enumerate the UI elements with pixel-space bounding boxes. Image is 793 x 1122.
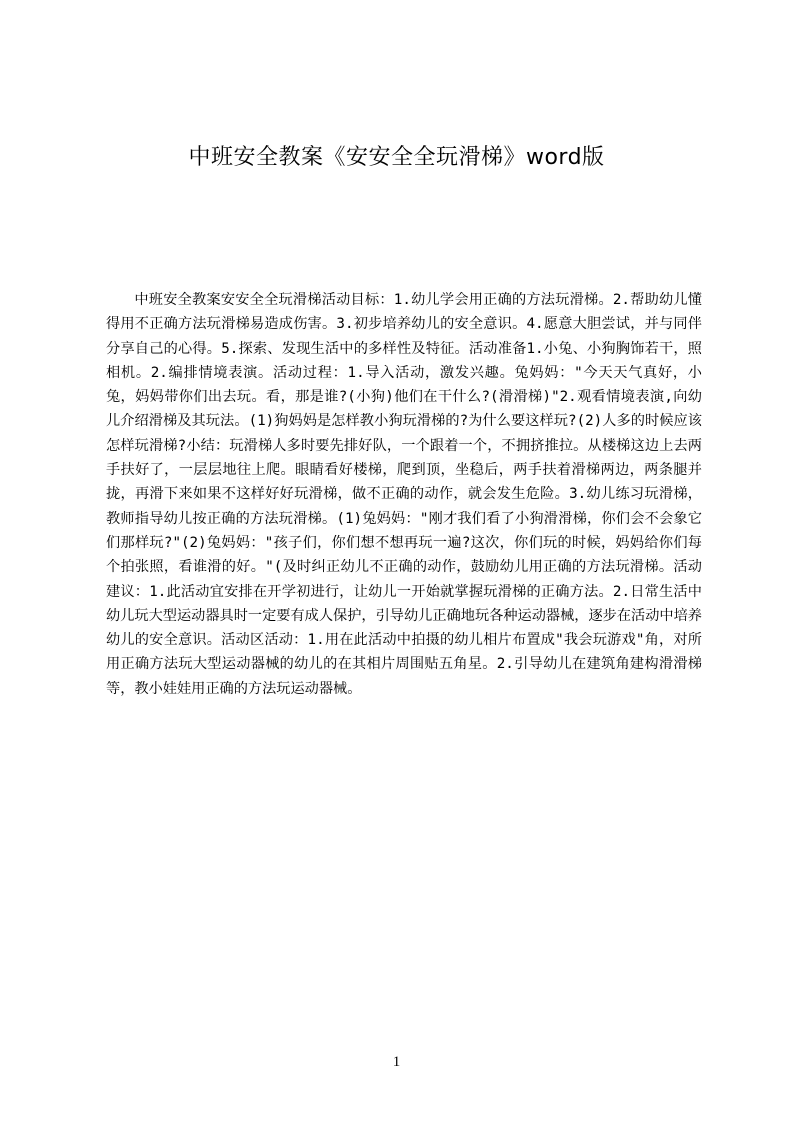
body-paragraph: 中班安全教案安安全全玩滑梯活动目标：1.幼儿学会用正确的方法玩滑梯。2.帮助幼儿懂得用不正确方法玩滑梯易造成伤害。3.初步培养幼儿的安全意识。4.愿意大胆尝试，并与同伴分享自己的心得。5.探索、发现生活中的多样性及特征。活动准备1.小兔、小狗胸饰若干，照相机。2.编排情境表演。活动过程：1.导入活动，激发兴趣。兔妈妈："今天天气真好，小兔，妈妈带你们出去玩。看，那是谁?(小狗)他们在干什么?(滑滑梯)"2.观看情境表演,向幼儿介绍滑梯及其玩法。(1)狗妈妈是怎样教小狗玩滑梯的?为什么要这样玩?(2)人多的时候应该怎样玩滑梯?小结：玩滑梯人多时要先排好队，一个跟着一个，不拥挤推拉。从楼梯这边上去两手扶好了，一层层地往上爬。眼睛看好楼梯，爬到顶，坐稳后，两手扶着滑梯两边，两条腿并拢，再滑下来如果不这样好好玩滑梯，做不正确的动作，就会发生危险。3.幼儿练习玩滑梯，教师指导幼儿按正确的方法玩滑梯。(1)兔妈妈："刚才我们看了小狗滑滑梯，你们会不会象它们那样玩?"(2)兔妈妈："孩子们，你们想不想再玩一遍?这次，你们玩的时候，妈妈给你们每个拍张照，看谁滑的好。"(及时纠正幼儿不正确的动作，鼓励幼儿用正确的方法玩滑梯。活动建议：1.此活动宜安排在开学初进行，让幼儿一开始就掌握玩滑梯的正确方法。2.日常生活中幼儿玩大型运动器具时一定要有成人保护，引导幼儿正确地玩各种运动器械，逐步在活动中培养幼儿的安全意识。活动区活动：1.用在此活动中拍摄的幼儿相片布置成"我会玩游戏"角，对所用正确方法玩大型运动器械的幼儿的在其相片周围贴五角星。2.引导幼儿在建筑角建构滑滑梯等，教小娃娃用正确的方法玩运动器械。	[106, 292, 702, 697]
document-title: 中班安全教案《安安全全玩滑梯》word版	[188, 145, 605, 170]
page-number: 1	[392, 1054, 401, 1070]
